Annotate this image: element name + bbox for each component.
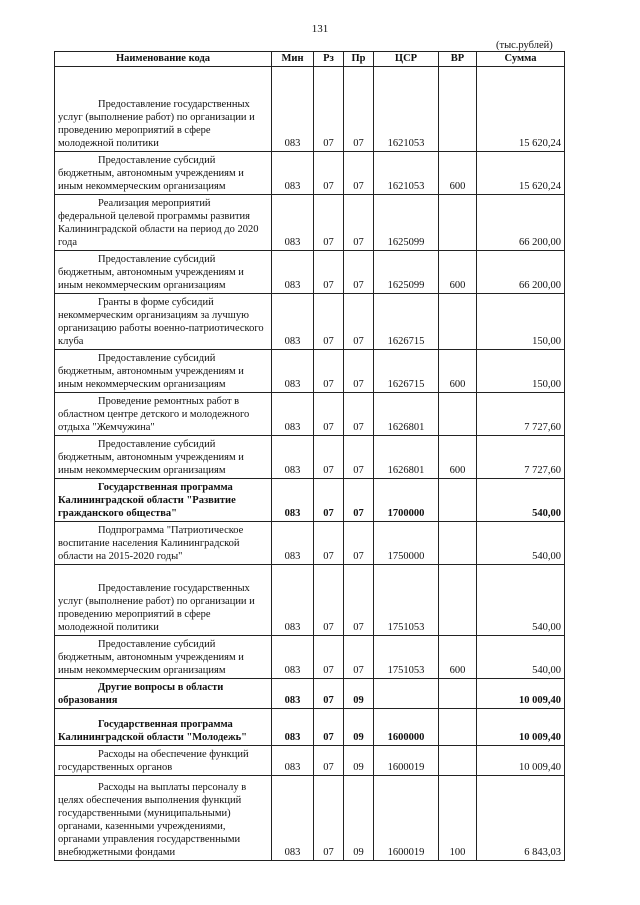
- cell-vr: [439, 709, 477, 746]
- column-header-min: Мин: [272, 52, 314, 67]
- cell-name: Государственная программа Калининградской области "Развитие гражданского общества": [55, 479, 272, 522]
- cell-vr: 600: [439, 436, 477, 479]
- cell-name: Гранты в форме субсидий некоммерческим организациям за лучшую организацию работы военно-патриотического клуба: [55, 294, 272, 350]
- cell-rz: 07: [314, 565, 344, 636]
- cell-vr: 600: [439, 251, 477, 294]
- cell-rz: 07: [314, 195, 344, 251]
- table-row: [55, 636, 565, 679]
- table-row: [55, 522, 565, 565]
- cell-sum: 6 843,03: [477, 776, 565, 861]
- column-header-vr: ВР: [439, 52, 477, 67]
- cell-csr: 1626801: [374, 436, 439, 479]
- cell-vr: [439, 522, 477, 565]
- cell-name: Расходы на выплаты персоналу в целях обеспечения выполнения функций государственными (муниципальными) органами, казенными учреждениями, органами управления государственными внебюджетными фондами: [55, 776, 272, 861]
- cell-pr: 09: [344, 746, 374, 776]
- cell-vr: [439, 679, 477, 709]
- cell-csr: [374, 679, 439, 709]
- cell-sum: 540,00: [477, 522, 565, 565]
- cell-min: 083: [272, 251, 314, 294]
- table-row: [55, 350, 565, 393]
- cell-name: Государственная программа Калининградской области "Молодежь": [55, 709, 272, 746]
- cell-name: Предоставление субсидий бюджетным, автономным учреждениям и иным некоммерческим организациям: [55, 350, 272, 393]
- cell-pr: 07: [344, 436, 374, 479]
- cell-vr: [439, 746, 477, 776]
- cell-min: 083: [272, 565, 314, 636]
- cell-sum: 540,00: [477, 565, 565, 636]
- cell-vr: 600: [439, 350, 477, 393]
- cell-min: 083: [272, 679, 314, 709]
- cell-vr: 600: [439, 152, 477, 195]
- cell-vr: [439, 67, 477, 152]
- units-label: (тыс.рублей): [496, 40, 553, 51]
- cell-rz: 07: [314, 251, 344, 294]
- cell-pr: 09: [344, 679, 374, 709]
- cell-csr: 1700000: [374, 479, 439, 522]
- table-row: [55, 393, 565, 436]
- cell-csr: 1626715: [374, 294, 439, 350]
- cell-rz: 07: [314, 479, 344, 522]
- cell-csr: 1626801: [374, 393, 439, 436]
- cell-sum: 15 620,24: [477, 152, 565, 195]
- cell-csr: 1625099: [374, 251, 439, 294]
- cell-csr: 1600000: [374, 709, 439, 746]
- cell-csr: 1626715: [374, 350, 439, 393]
- cell-sum: 7 727,60: [477, 393, 565, 436]
- cell-name: Проведение ремонтных работ в областном центре детского и молодежного отдыха "Жемчужина": [55, 393, 272, 436]
- table-header-row: [55, 52, 565, 67]
- table-row: [55, 251, 565, 294]
- table-row: [55, 746, 565, 776]
- cell-name: Предоставление субсидий бюджетным, автономным учреждениям и иным некоммерческим организациям: [55, 152, 272, 195]
- cell-rz: 07: [314, 436, 344, 479]
- cell-pr: 07: [344, 195, 374, 251]
- cell-name: Предоставление субсидий бюджетным, автономным учреждениям и иным некоммерческим организациям: [55, 636, 272, 679]
- table-row: [55, 152, 565, 195]
- cell-sum: 66 200,00: [477, 251, 565, 294]
- cell-sum: 10 009,40: [477, 679, 565, 709]
- cell-rz: 07: [314, 67, 344, 152]
- cell-min: 083: [272, 709, 314, 746]
- cell-csr: 1600019: [374, 746, 439, 776]
- cell-pr: 07: [344, 152, 374, 195]
- cell-rz: 07: [314, 294, 344, 350]
- cell-rz: 07: [314, 152, 344, 195]
- cell-csr: 1750000: [374, 522, 439, 565]
- cell-min: 083: [272, 436, 314, 479]
- column-header-name: Наименование кода: [55, 52, 272, 67]
- cell-rz: 07: [314, 776, 344, 861]
- cell-min: 083: [272, 746, 314, 776]
- budget-table: [54, 51, 565, 861]
- cell-rz: 07: [314, 746, 344, 776]
- cell-vr: 600: [439, 636, 477, 679]
- cell-pr: 09: [344, 776, 374, 861]
- cell-min: 083: [272, 152, 314, 195]
- cell-vr: [439, 195, 477, 251]
- cell-csr: 1751053: [374, 565, 439, 636]
- table-row: [55, 709, 565, 746]
- cell-pr: 07: [344, 294, 374, 350]
- cell-rz: 07: [314, 679, 344, 709]
- cell-pr: 07: [344, 350, 374, 393]
- cell-min: 083: [272, 776, 314, 861]
- cell-min: 083: [272, 636, 314, 679]
- cell-sum: 150,00: [477, 294, 565, 350]
- column-header-pr: Пр: [344, 52, 374, 67]
- cell-name: Другие вопросы в области образования: [55, 679, 272, 709]
- cell-min: 083: [272, 195, 314, 251]
- cell-pr: 07: [344, 636, 374, 679]
- cell-rz: 07: [314, 636, 344, 679]
- cell-pr: 07: [344, 522, 374, 565]
- cell-name: Предоставление государственных услуг (выполнение работ) по организации и проведению мероприятий в сфере молодежной политики: [55, 565, 272, 636]
- cell-csr: 1600019: [374, 776, 439, 861]
- cell-name: Подпрограмма "Патриотическое воспитание населения Калининградской области на 2015-2020 годы": [55, 522, 272, 565]
- table-row: [55, 195, 565, 251]
- cell-pr: 07: [344, 67, 374, 152]
- table-row: [55, 479, 565, 522]
- cell-pr: 07: [344, 251, 374, 294]
- cell-sum: 150,00: [477, 350, 565, 393]
- table-row: [55, 679, 565, 709]
- cell-vr: 100: [439, 776, 477, 861]
- cell-name: Предоставление государственных услуг (выполнение работ) по организации и проведению мероприятий в сфере молодежной политики: [55, 67, 272, 152]
- cell-sum: 15 620,24: [477, 67, 565, 152]
- cell-pr: 07: [344, 565, 374, 636]
- cell-name: Предоставление субсидий бюджетным, автономным учреждениям и иным некоммерческим организациям: [55, 436, 272, 479]
- cell-pr: 07: [344, 393, 374, 436]
- cell-min: 083: [272, 522, 314, 565]
- cell-pr: 07: [344, 479, 374, 522]
- cell-min: 083: [272, 350, 314, 393]
- cell-vr: [439, 565, 477, 636]
- table-row: [55, 294, 565, 350]
- cell-rz: 07: [314, 393, 344, 436]
- cell-csr: 1621053: [374, 152, 439, 195]
- cell-csr: 1621053: [374, 67, 439, 152]
- cell-name: Расходы на обеспечение функций государственных органов: [55, 746, 272, 776]
- cell-vr: [439, 479, 477, 522]
- column-header-csr: ЦСР: [374, 52, 439, 67]
- cell-sum: 7 727,60: [477, 436, 565, 479]
- cell-rz: 07: [314, 350, 344, 393]
- page-number: 131: [311, 23, 329, 35]
- cell-sum: 10 009,40: [477, 746, 565, 776]
- cell-min: 083: [272, 479, 314, 522]
- cell-vr: [439, 393, 477, 436]
- cell-csr: 1751053: [374, 636, 439, 679]
- cell-min: 083: [272, 67, 314, 152]
- cell-pr: 09: [344, 709, 374, 746]
- table-row: [55, 565, 565, 636]
- table-row: [55, 67, 565, 152]
- column-header-rz: Рз: [314, 52, 344, 67]
- cell-rz: 07: [314, 709, 344, 746]
- cell-sum: 540,00: [477, 636, 565, 679]
- cell-sum: 10 009,40: [477, 709, 565, 746]
- table-row: [55, 776, 565, 861]
- table-row: [55, 436, 565, 479]
- cell-rz: 07: [314, 522, 344, 565]
- cell-name: Реализация мероприятий федеральной целевой программы развития Калининградской области на период до 2020 года: [55, 195, 272, 251]
- cell-sum: 540,00: [477, 479, 565, 522]
- cell-min: 083: [272, 294, 314, 350]
- cell-csr: 1625099: [374, 195, 439, 251]
- cell-name: Предоставление субсидий бюджетным, автономным учреждениям и иным некоммерческим организациям: [55, 251, 272, 294]
- column-header-sum: Сумма: [477, 52, 565, 67]
- cell-min: 083: [272, 393, 314, 436]
- cell-sum: 66 200,00: [477, 195, 565, 251]
- cell-vr: [439, 294, 477, 350]
